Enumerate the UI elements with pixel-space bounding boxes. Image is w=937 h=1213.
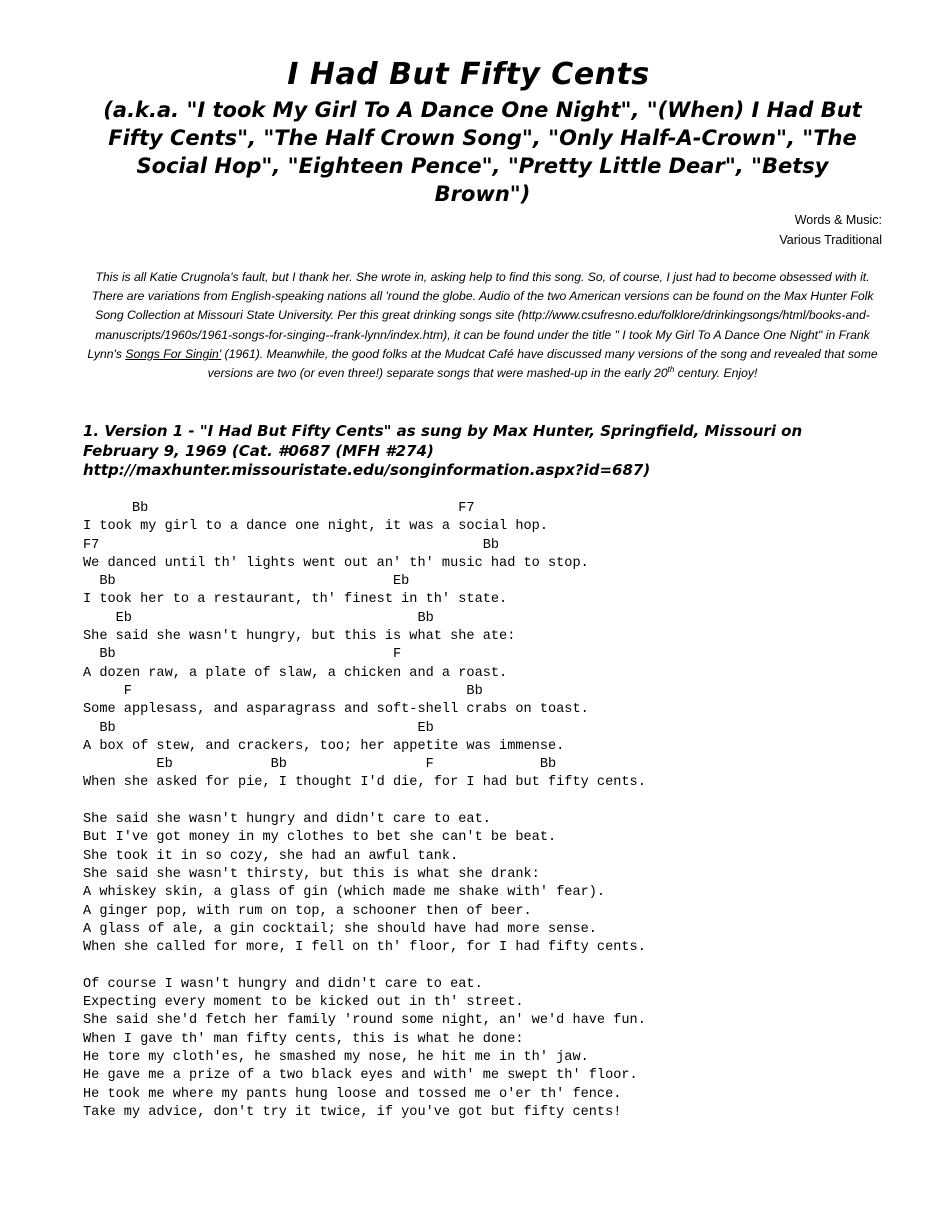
intro-paragraph (84, 268, 881, 383)
verse-gap (83, 793, 883, 811)
credit-authors: Various Traditional (779, 233, 882, 247)
lyric-line: When she called for more, I fell on th' floor, for I had fifty cents. (83, 940, 646, 956)
lyric-line: But I've got money in my clothes to bet she can't be beat. (83, 830, 557, 846)
lyric-line: She said she'd fetch her family 'round some night, an' we'd have fun. (83, 1013, 646, 1029)
song-title: I Had But Fifty Cents (287, 57, 650, 92)
lyric-line: A glass of ale, a gin cocktail; she should have had more sense. (83, 921, 597, 937)
lyric-line: Some applesass, and asparagrass and soft-shell crabs on toast. (83, 702, 589, 718)
lyric-line: A box of stew, and crackers, too; her appetite was immense. (83, 738, 565, 754)
chord-line: F7 Bb (83, 537, 500, 553)
lyric-line: A dozen raw, a plate of slaw, a chicken and a roast. (83, 665, 508, 681)
lyrics-with-chords (83, 500, 883, 1122)
chord-line: F Bb (83, 683, 483, 699)
book-title: Songs For Singin' (125, 346, 222, 361)
lyric-line: He tore my cloth'es, he smashed my nose, he hit me in th' jaw. (83, 1049, 589, 1065)
chord-line: Bb Eb (83, 574, 410, 590)
chord-line: Eb Bb F Bb (83, 757, 557, 773)
lyric-line: He took me where my pants hung loose and tossed me o'er th' fence. (83, 1086, 622, 1102)
lyric-line: A ginger pop, with rum on top, a schooner then of beer. (83, 903, 532, 919)
lyric-line: She said she wasn't hungry and didn't care to eat. (83, 812, 491, 828)
version-heading-block (83, 422, 853, 481)
lyric-line: She took it in so cozy, she had an awful tank. (83, 848, 459, 864)
alternate-titles: (a.k.a. "I took My Girl To A Dance One Night", "(When) I Had But Fifty Cents", "The Half Crown Song", "Only Half-A-Crown", "The Social Hop", "Eighteen Pence", "Pretty Little Dear", "Betsy Brown") (103, 98, 862, 206)
intro-text-2: (1961). Meanwhile, the good folks at the Mudcat Café have discussed many versions of the song and revealed that some versions are two (or even three!) separate songs that were mashed-up in the early 20 (207, 346, 878, 381)
lyric-line: He gave me a prize of a two black eyes and with' me swept th' floor. (83, 1068, 638, 1084)
lyric-line: She said she wasn't hungry, but this is what she ate: (83, 629, 516, 645)
lyric-line: She said she wasn't thirsty, but this is what she drank: (83, 866, 540, 882)
lyric-line: Of course I wasn't hungry and didn't care to eat. (83, 976, 483, 992)
lyric-line: A whiskey skin, a glass of gin (which made me shake with' fear). (83, 885, 606, 901)
version-url-link[interactable]: http://maxhunter.missouristate.edu/songinformation.aspx?id=687) (83, 461, 651, 479)
lyric-line: I took my girl to a dance one night, it was a social hop. (83, 519, 548, 535)
chord-line: Bb F (83, 647, 402, 663)
lyric-line: We danced until th' lights went out an' th' music had to stop. (83, 555, 589, 571)
intro-text-1: This is all Katie Crugnola's fault, but I thank her. She wrote in, asking help to find this song. So, of course, I just had to become obsessed with it. There are variations from English-speaking nations all 'round the globe. Audio of the two American versions can be found on the Max Hunter Folk Song Collection at Missouri State University. Per this great drinking songs site (http://www.csufresno.edu/folklore/drinkingsongs/html/books-and-manuscripts/1960s/1961-songs-for-singing--frank-lynn/index.htm), it can be found under the title " I took My Girl To A Dance One Night" in Frank Lynn's (87, 270, 874, 361)
credit-label: Words & Music: (794, 213, 882, 227)
lyric-line: Take my advice, don't try it twice, if you've got but fifty cents! (83, 1104, 622, 1120)
verse-gap (83, 957, 883, 975)
lyric-line: Expecting every moment to be kicked out in th' street. (83, 995, 524, 1011)
chord-line: Bb Eb (83, 720, 434, 736)
lyric-line: When I gave th' man fifty cents, this is what he done: (83, 1031, 524, 1047)
lyric-line: I took her to a restaurant, th' finest in th' state. (83, 592, 508, 608)
intro-text-3: century. Enjoy! (674, 366, 758, 381)
ordinal-suffix: th (667, 364, 675, 374)
lyric-line: When she asked for pie, I thought I'd die, for I had but fifty cents. (83, 775, 646, 791)
version-heading: 1. Version 1 - "I Had But Fifty Cents" as sung by Max Hunter, Springfield, Missouri on February 9, 1969 (Cat. #0687 (MFH #274) (83, 422, 803, 460)
chord-line: Eb Bb (83, 610, 434, 626)
chord-line: Bb F7 (83, 501, 475, 516)
